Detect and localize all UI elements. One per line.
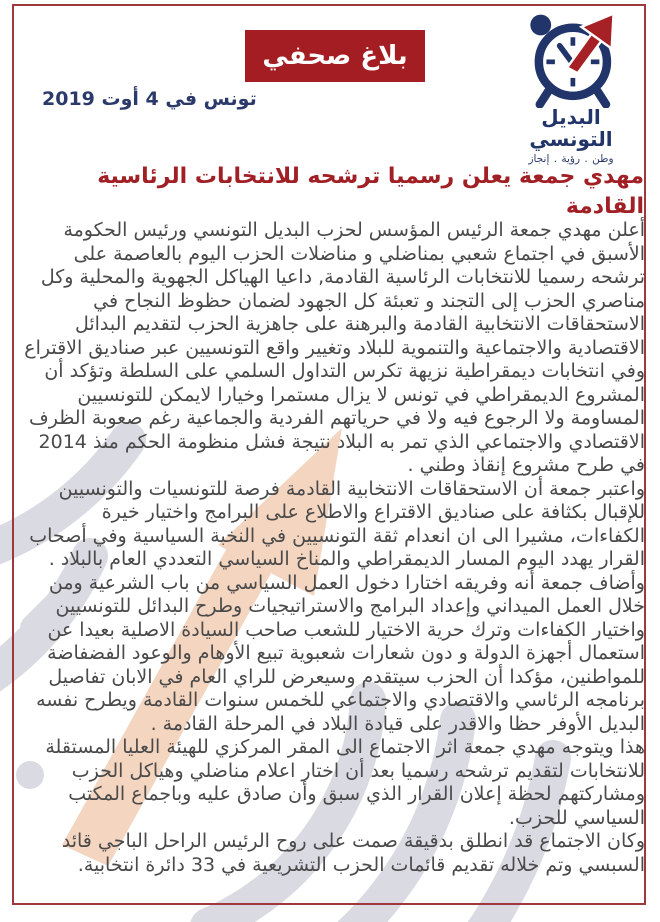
- paragraph-political-approach: وأضاف جمعة أنه وفريقه اختارا دخول العمل السياسي من باب الشرعية ومن خلال العمل الميداني وإعداد البرامج والاستراتيجيات وطرح البدائل للتونسيين واختيار الكفاءات وترك حرية الاختيار للشعب صاحب السيادة الاصلية بعيدا عن استعمال أجهزة الدولة و دون شعارات شعبوية تبيع الأوهام والوعود الفضفاضة للمواطنين، مؤكدا أن الحزب سيتقدم وسيعرض للراي العام في الابان تفاصيل برنامجه الرئاسي والاقتصادي والاجتماعي للخمس سنوات القادمة ويطرح نفسه البديل الأوفر حظا والاقدر على قيادة البلاد في المرحلة القادمة .: [36, 571, 645, 735]
- alarm-clock-arrow-icon: [519, 10, 623, 108]
- body-text: [24, 219, 645, 877]
- party-name: البديل التونسي: [529, 105, 613, 151]
- paragraph-elections-opportunity: واعتبر جمعة أن الاستحقاقات الانتخابية القادمة فرصة للتونسيات والتونسيين للإقبال بكثافة على صناديق الاقتراع والاطلاع على البرامج واختيار خيرة الكفاءات، مشيرا الى ان انعدام ثقة التونسيين في النخبة السياسية وفي أصحاب القرار يهدد اليوم المسار الديمقراطي والمناخ السياسي التعددي العام بالبلاد .: [29, 477, 645, 570]
- paragraph-announcement: أعلن مهدي جمعة الرئيس المؤسس لحزب البديل التونسي ورئيس الحكومة الأسبق في اجتماع شعبي بمناضلي و مناضلات الحزب اليوم بالعاصمة على ترشحه رسميا للانتخابات الرئاسية القادمة, داعيا الهياكل الجهوية والمحلية وكل مناصري الحزب إلى التجند و تعبئة كل الجهود لضمان حظوظ النجاح في الاستحقاقات الانتخابية القادمة والبرهنة على جاهزية الحزب لتقديم البدائل الاقتصادية والاجتماعية والتنموية للبلاد وتغيير واقع التونسيين عبر صناديق الاقتراع وفي انتخابات ديمقراطية نزيهة تكرس التداول السلمي على السلطة وتؤكد أن المشروع الديمقراطي في تونس لا يزال مستمرا وخيارا لايمكن للتونسيين المساومة ولا الرجوع فيه ولا في حرياتهم الفردية والجماعية رغم صعوبة الظرف الاقتصادي والاجتماعي الذي تمر به البلاد نتيجة فشل منظومة الحكم منذ 2014 في طرح مشروع إنقاذ وطني .: [24, 219, 645, 476]
- headline: مهدي جمعة يعلن رسميا ترشحه للانتخابات الرئاسية القادمة: [97, 164, 644, 219]
- banner-label: بلاغ صحفي: [262, 41, 408, 71]
- press-release-banner: [245, 30, 425, 82]
- paragraph-candidacy-filing: هذا ويتوجه مهدي جمعة اثر الاجتماع الى المقر المركزي للهيئة العليا المستقلة للانتخابات لتقديم ترشحه رسميا بعد أن اختار اعلام مناضلي وهياكل الحزب ومشاركتهم لحظة إعلان القرار الذي سبق وأن صادق عليه وباجماع المكتب السياسي للحزب.: [45, 736, 645, 829]
- paragraph-meeting-opening: وكان الاجتماع قد انطلق بدقيقة صمت على روح الرئيس الراحل الباجي قائد السبسي وتم خلاله تقديم قائمات الحزب التشريعية في 33 دائرة انتخابية.: [61, 830, 645, 876]
- dateline: تونس في 4 أوت 2019: [42, 88, 257, 110]
- party-tagline: وطن . رؤية . إنجاز: [528, 153, 614, 165]
- party-logo: [508, 10, 634, 165]
